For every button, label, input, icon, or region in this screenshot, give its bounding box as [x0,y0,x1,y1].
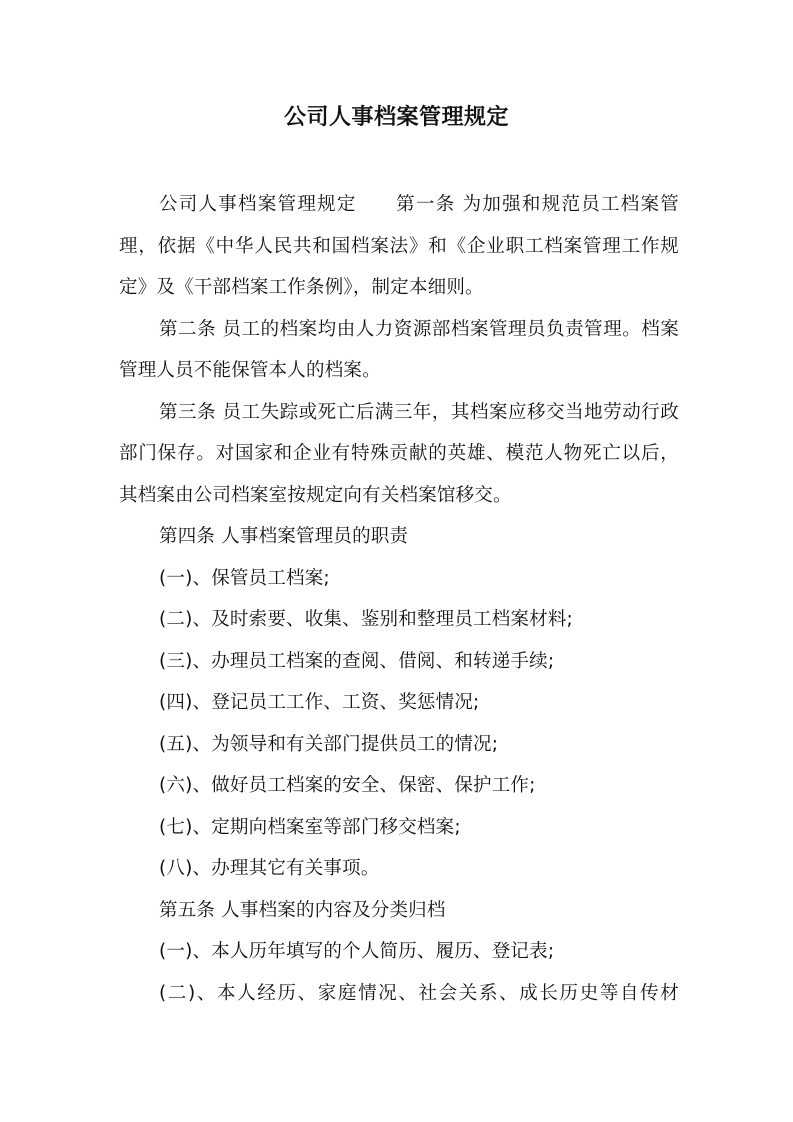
paragraph-article-4-heading: 第四条 人事档案管理员的职责 [159,526,409,547]
document-title: 公司人事档案管理规定 [283,105,509,130]
list-item-duty-1: (一)、保管员工档案; [159,567,330,589]
document-body [119,184,679,1014]
list-item-content-2: (二)、本人经历、家庭情况、社会关系、成长历史等自传材 [159,982,679,1004]
list-item-duty-6: (六)、做好员工档案的安全、保密、保护工作; [159,775,536,796]
list-item-duty-3: (三)、办理员工档案的查阅、借阅、和转递手续; [159,650,555,672]
list-item-duty-2: (二)、及时索要、收集、鉴别和整理员工档案材料; [159,609,573,630]
paragraph-article-1: 公司人事档案管理规定 第一条 为加强和规范员工档案管理，依据《中华人民共和国档案法》和《企业职工档案管理工作规定》及《干部档案工作条例》，制定本细则。 [119,194,679,298]
list-item-duty-8: (八)、办理其它有关事项。 [159,858,380,879]
paragraph-article-2: 第二条 员工的档案均由人力资源部档案管理员负责管理。档案管理人员不能保管本人的档案。 [119,318,679,381]
paragraph-article-3: 第三条 员工失踪或死亡后满三年，其档案应移交当地劳动行政部门保存。对国家和企业有特殊贡献的英雄、模范人物死亡以后，其档案由公司档案室按规定向有关档案馆移交。 [119,401,679,506]
list-item-duty-4: (四)、登记员工工作、工资、奖惩情况; [159,692,480,713]
list-item-duty-7: (七)、定期向档案室等部门移交档案; [159,816,461,838]
list-item-duty-5: (五)、为领导和有关部门提供员工的情况; [159,733,499,755]
paragraph-article-5-heading: 第五条 人事档案的内容及分类归档 [159,899,446,921]
list-item-content-1: (一)、本人历年填写的个人简历、履历、登记表; [159,941,555,962]
